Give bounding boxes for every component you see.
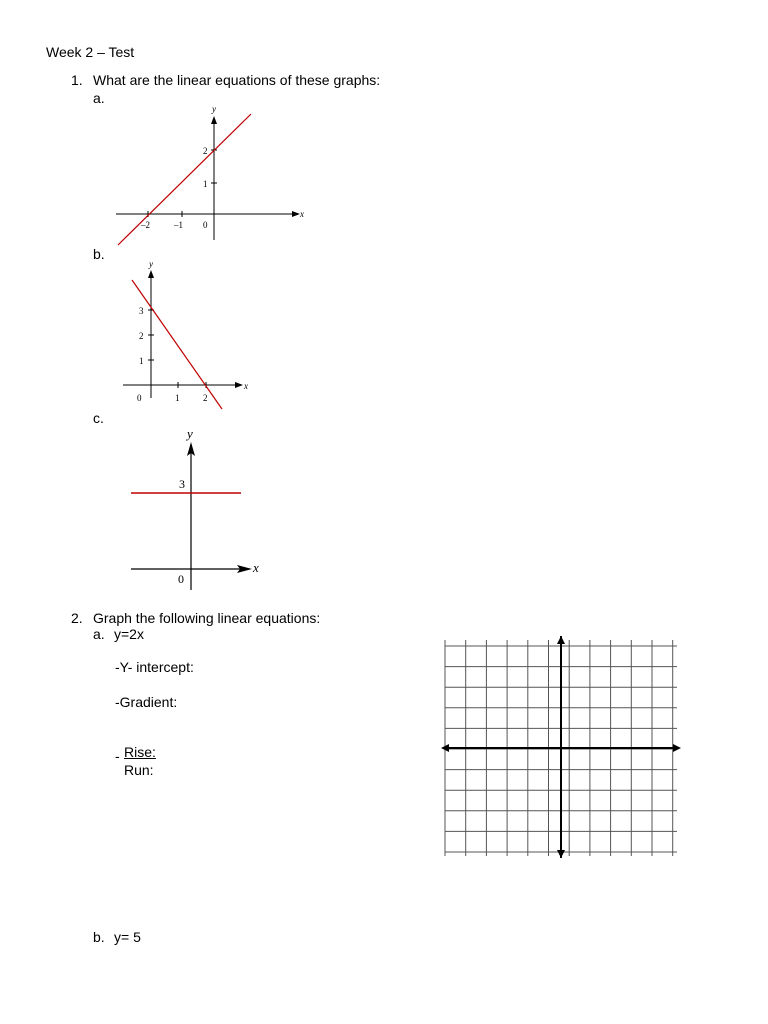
graph-1a-xtick-0: 0 [203,220,208,230]
grid-y-arrow-down [557,850,565,858]
graph-1b-ytick-1: 1 [139,356,144,366]
graph-1b-y-arrow [148,270,154,278]
graph-1c-y-label: y [187,426,193,441]
graph-1b-line [132,280,222,409]
graph-1b-xtick-0: 0 [137,393,142,403]
graph-1c [125,420,285,590]
question-1a-label: a. [93,90,105,106]
graph-1a-ytick-2: 2 [203,146,208,156]
graph-1b-ytick-3: 3 [139,306,144,316]
graph-1c-x-label: x [253,560,259,575]
graph-1a-line [118,114,251,245]
graph-1a-ytick-1: 1 [203,179,208,189]
coordinate-grid [441,636,681,858]
question-1b-label: b. [93,246,105,262]
graph-1a-x-arrow [292,211,300,217]
question-1-number: 1. [71,72,83,88]
rise-label: Rise: [124,744,156,760]
graph-1a-y-arrow [211,116,217,124]
graph-1b-x-arrow [235,382,243,388]
question-2b-label: b. [93,929,105,945]
graph-1b-xtick-2: 2 [203,393,208,403]
graph-1a-xtick-neg1: –1 [174,220,183,230]
grid-x-arrow-right [673,744,681,752]
question-2-number: 2. [71,610,83,626]
y-intercept-label: -Y- intercept: [115,659,194,675]
graph-1b-xtick-1: 1 [175,393,180,403]
question-2b-equation: y= 5 [114,929,141,945]
graph-1a-x-label: x [300,209,304,219]
grid-y-arrow-up [557,636,565,644]
graph-1b-ytick-2: 2 [139,331,144,341]
question-1-text: What are the linear equations of these graphs: [93,72,381,88]
question-1c-label: c. [93,410,104,426]
page-title: Week 2 – Test [46,44,135,60]
question-2a-label: a. [93,626,105,642]
graph-1a-xtick-neg2: –2 [141,220,150,230]
graph-1b-x-label: x [244,381,248,391]
graph-1c-ytick-3: 3 [179,477,185,491]
question-2a-equation: y=2x [114,626,144,642]
graph-1b-y-label: y [149,259,153,269]
question-2-text: Graph the following linear equations: [93,610,321,626]
run-label: Run: [124,762,154,778]
graph-1c-origin: 0 [178,572,184,586]
rise-run-dash: - [115,748,120,764]
gradient-label: -Gradient: [115,694,178,710]
graph-1a [110,100,310,250]
graph-1a-y-label: y [212,104,216,114]
graph-1b [115,258,255,408]
